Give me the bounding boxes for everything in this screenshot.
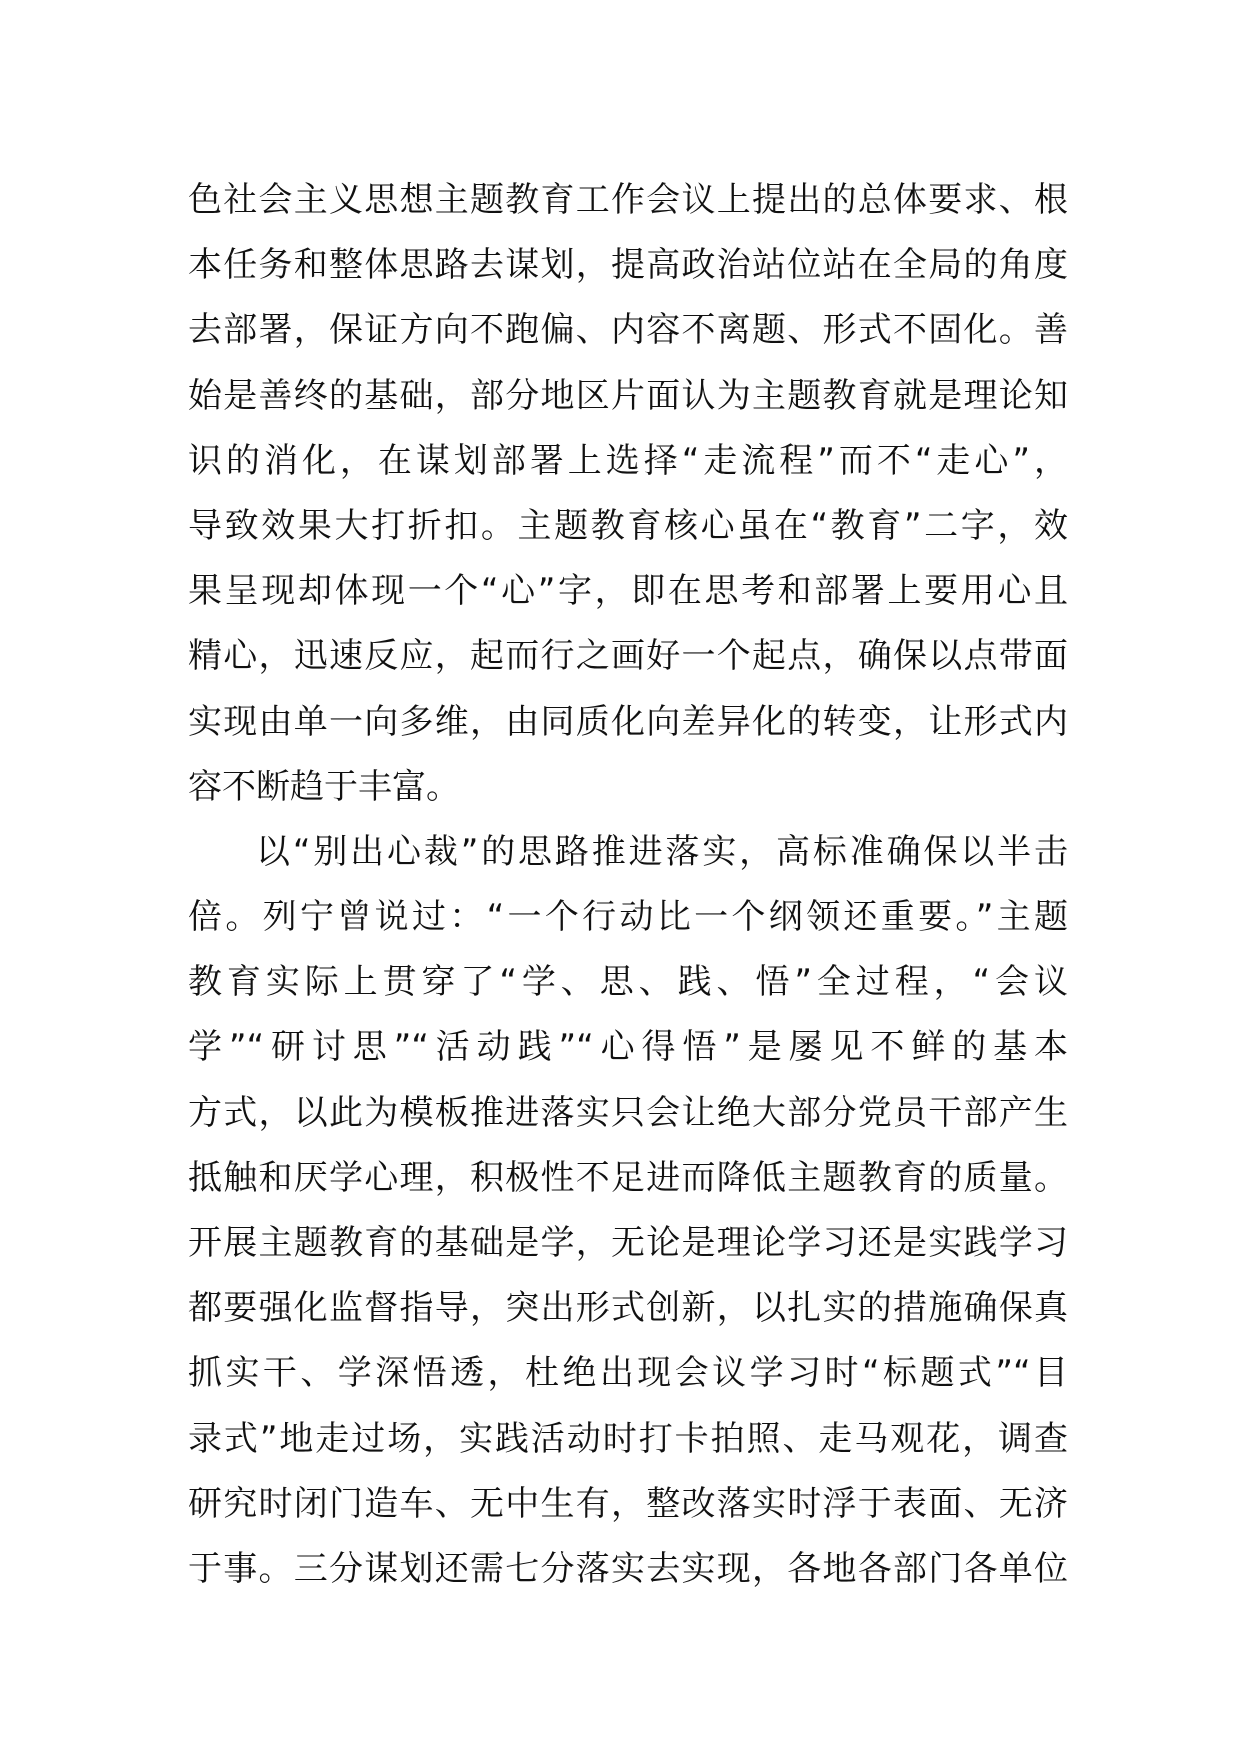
text-line: 色社会主义思想主题教育工作会议上提出的总体要求、根 [188,180,1068,220]
text-line: 于事。三分谋划还需七分落实去实现，各地各部门各单位 [188,1548,1068,1589]
paragraph-1 [188,168,1068,820]
text-line: 实现由单一向多维，由同质化向差异化的转变，让形式内 [188,701,1068,742]
text-line: 录式”地走过场，实践活动时打卡拍照、走马观花，调查 [188,1418,1068,1459]
text-line: 以“别出心裁”的思路推进落实，高标准确保以半击 [256,831,1068,872]
text-line: 研究时闭门造车、无中生有，整改落实时浮于表面、无济 [188,1483,1068,1524]
text-line: 倍。列宁曾说过：“一个行动比一个纲领还重要。”主题 [188,897,1068,938]
paragraph-2 [188,820,1068,1602]
text-line: 去部署，保证方向不跑偏、内容不离题、形式不固化。善 [188,310,1068,351]
text-line: 容不断趋于丰富。 [188,766,460,807]
text-line: 教育实际上贯穿了“学、思、践、悟”全过程，“会议 [188,962,1068,1003]
text-line: 识的消化，在谋划部署上选择“走流程”而不“走心”， [188,440,1068,481]
text-line: 导致效果大打折扣。主题教育核心虽在“教育”二字，效 [188,505,1068,546]
text-line: 精心，迅速反应，起而行之画好一个起点，确保以点带面 [188,636,1068,677]
text-line: 都要强化监督指导，突出形式创新，以扎实的措施确保真 [188,1288,1068,1329]
text-line: 学”“研讨思”“活动践”“心得悟”是屡见不鲜的基本 [188,1027,1068,1068]
text-line: 抓实干、学深悟透，杜绝出现会议学习时“标题式”“目 [188,1353,1068,1394]
text-line: 始是善终的基础，部分地区片面认为主题教育就是理论知 [188,375,1068,416]
text-line: 方式，以此为模板推进落实只会让绝大部分党员干部产生 [188,1092,1068,1133]
text-line: 开展主题教育的基础是学，无论是理论学习还是实践学习 [188,1223,1068,1263]
text-line: 本任务和整体思路去谋划，提高政治站位站在全局的角度 [188,245,1068,286]
text-line: 抵触和厌学心理，积极性不足进而降低主题教育的质量。 [188,1157,1068,1198]
text-line: 果呈现却体现一个“心”字，即在思考和部署上要用心且 [188,571,1068,612]
body-text [188,168,1068,1602]
